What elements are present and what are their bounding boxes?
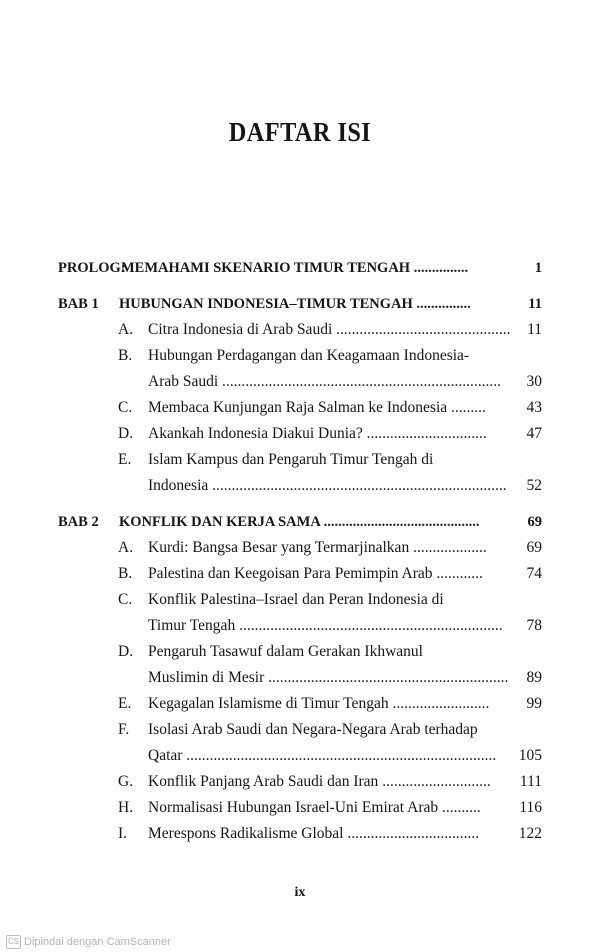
toc-entry — [118, 537, 542, 559]
toc-entry — [118, 641, 542, 663]
prolog-label: PROLOG: — [58, 260, 126, 276]
entry-page: 69 — [526, 539, 542, 556]
bab2-dots: ........................................... — [323, 514, 480, 530]
entry-letter: I. — [118, 825, 128, 842]
entry-dots: ......................... — [392, 695, 490, 712]
toc-entry-continued — [118, 475, 542, 497]
entry-text: Konflik Panjang Arab Saudi dan Iran — [148, 773, 379, 790]
entry-letter: B. — [118, 565, 133, 582]
entry-letter: F. — [118, 721, 130, 738]
entry-letter: G. — [118, 773, 134, 790]
entry-text: Islam Kampus dan Pengaruh Timur Tengah di — [148, 451, 434, 468]
entry-text: Muslimin di Mesir — [148, 669, 265, 686]
entry-letter: C. — [118, 399, 133, 416]
toc-entry — [118, 823, 542, 845]
entry-dots: ................................................................................ — [186, 747, 497, 764]
entry-text: Hubungan Perdagangan dan Keagamaan Indonesia- — [148, 347, 470, 364]
entry-page: 105 — [518, 747, 542, 764]
toc-entry — [118, 423, 542, 445]
entry-text: Qatar — [148, 747, 183, 764]
bab1-text: HUBUNGAN INDONESIA–TIMUR TENGAH — [119, 296, 413, 312]
entry-text: Normalisasi Hubungan Israel-Uni Emirat Arab — [148, 799, 439, 816]
entry-text: Konflik Palestina–Israel dan Peran Indonesia di — [148, 591, 444, 608]
entry-text: Kegagalan Islamisme di Timur Tengah — [148, 695, 389, 712]
entry-letter: H. — [118, 799, 134, 816]
toc-entry — [118, 449, 542, 471]
entry-dots: ............................................. — [336, 321, 511, 338]
toc-bab2 — [58, 511, 542, 533]
page-number: ix — [294, 885, 306, 900]
toc-entry — [118, 693, 542, 715]
entry-dots: ............................... — [366, 425, 487, 442]
entry-letter: A. — [118, 321, 134, 338]
page-title: DAFTAR ISI — [228, 117, 372, 147]
entry-text: Merespons Radikalisme Global — [148, 825, 344, 842]
bab1-label: BAB 1 — [58, 296, 99, 312]
entry-dots: ................... — [413, 539, 487, 556]
toc-entry-continued — [118, 745, 542, 767]
toc-entry — [118, 563, 542, 585]
entry-dots: .............................................................. — [268, 669, 509, 686]
entry-page: 116 — [519, 799, 542, 816]
toc-entry-continued — [118, 615, 542, 637]
entry-page: 47 — [526, 425, 542, 442]
entry-dots: ............................................................................ — [212, 477, 507, 494]
entry-text: Indonesia — [148, 477, 209, 494]
prolog-text: MEMAHAMI SKENARIO TIMUR TENGAH — [121, 260, 411, 276]
toc-bab1 — [58, 293, 542, 315]
entry-page: 11 — [527, 321, 542, 338]
bab1-page: 11 — [528, 296, 542, 312]
toc-entry — [118, 719, 542, 741]
scanner-text: Dipindai dengan CamScanner — [24, 936, 171, 948]
entry-text: Pengaruh Tasawuf dalam Gerakan Ikhwanul — [148, 643, 423, 660]
prolog-page: 1 — [534, 260, 542, 276]
toc-entry-continued — [118, 371, 542, 393]
scanner-watermark — [6, 935, 171, 949]
entry-text: Timur Tengah — [148, 617, 236, 634]
entry-dots: ......... — [451, 399, 486, 416]
entry-text: Membaca Kunjungan Raja Salman ke Indonesia — [148, 399, 448, 416]
entry-page: 74 — [526, 565, 542, 582]
entry-text: Citra Indonesia di Arab Saudi — [148, 321, 333, 338]
entry-dots: .................................. — [347, 825, 480, 842]
entry-dots: ........................................................................ — [222, 373, 502, 390]
entry-letter: D. — [118, 643, 134, 660]
camscanner-icon: CS — [6, 935, 21, 949]
entry-letter: E. — [118, 695, 132, 712]
toc-entry — [118, 771, 542, 793]
entry-dots: ............................ — [382, 773, 491, 790]
entry-text: Kurdi: Bangsa Besar yang Termarjinalkan — [148, 539, 410, 556]
toc-entry — [118, 319, 542, 341]
bab2-page: 69 — [527, 514, 542, 530]
entry-page: 99 — [526, 695, 542, 712]
toc-entry-continued — [118, 667, 542, 689]
entry-text: Isolasi Arab Saudi dan Negara-Negara Arab terhadap — [148, 721, 478, 738]
entry-text: Arab Saudi — [148, 373, 219, 390]
toc-entry — [118, 397, 542, 419]
entry-dots: .......... — [442, 799, 481, 816]
toc-prolog — [58, 257, 542, 279]
bab2-label: BAB 2 — [58, 514, 99, 530]
entry-dots: ............ — [436, 565, 483, 582]
toc-entry — [118, 345, 542, 367]
entry-letter: D. — [118, 425, 134, 442]
entry-letter: B. — [118, 347, 133, 364]
prolog-dots: ............... — [413, 260, 469, 276]
entry-text: Akankah Indonesia Diakui Dunia? — [148, 425, 363, 442]
entry-page: 122 — [518, 825, 542, 842]
toc-entry — [118, 589, 542, 611]
entry-text: Palestina dan Keegoisan Para Pemimpin Arab — [148, 565, 433, 582]
entry-page: 30 — [526, 373, 542, 390]
entry-letter: E. — [118, 451, 132, 468]
entry-page: 89 — [526, 669, 542, 686]
bab1-dots: ............... — [416, 296, 471, 312]
toc-entry — [118, 797, 542, 819]
bab2-text: KONFLIK DAN KERJA SAMA — [119, 514, 321, 530]
entry-page: 111 — [519, 773, 542, 790]
entry-page: 43 — [526, 399, 542, 416]
entry-page: 78 — [526, 617, 542, 634]
entry-page: 52 — [526, 477, 542, 494]
entry-dots: .................................................................... — [239, 617, 503, 634]
entry-letter: A. — [118, 539, 134, 556]
entry-letter: C. — [118, 591, 133, 608]
